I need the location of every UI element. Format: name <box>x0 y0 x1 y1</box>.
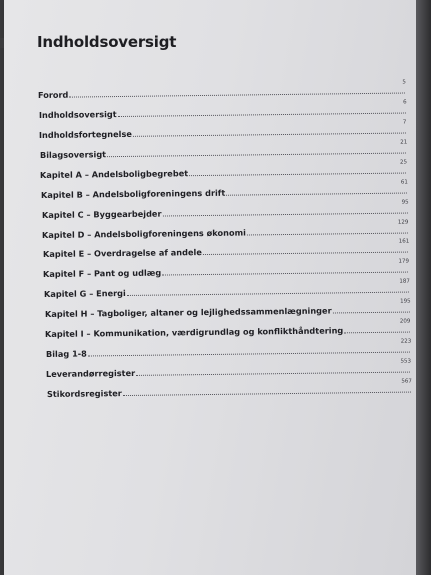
toc-leader <box>203 251 408 256</box>
toc-leader <box>88 351 411 357</box>
toc-entry-page: 179 <box>398 258 410 266</box>
toc-entry-title: Indholdsfortegnelse <box>39 128 133 140</box>
toc-entry-title: Kapitel H – Tagboliger, altaner og lejlighedssammenlægninger <box>44 305 332 320</box>
toc-entry-title: Kapitel G – Energi <box>43 288 126 300</box>
toc-leader <box>247 231 408 235</box>
toc-entry-title: Kapitel I – Kommunikation, værdigrundlag og konflikthåndtering <box>45 325 344 340</box>
toc-leader <box>162 211 407 216</box>
toc-entry[interactable] <box>39 139 408 160</box>
toc-entry-page: 95 <box>401 199 409 206</box>
toc-leader <box>123 391 411 397</box>
toc-entry[interactable] <box>45 338 412 360</box>
toc-entry[interactable] <box>44 298 411 320</box>
toc-entry[interactable] <box>45 318 411 340</box>
toc-leader <box>127 291 409 296</box>
toc-entry-page: 129 <box>398 219 409 226</box>
toc-entry-title: Bilag 1-8 <box>45 348 87 360</box>
toc-leader <box>344 331 409 334</box>
toc-entry-page: 209 <box>400 318 411 325</box>
toc-entry[interactable] <box>42 238 410 260</box>
toc-entry[interactable] <box>38 99 407 120</box>
toc-leader <box>190 171 407 176</box>
toc-entry-title: Stikordsregister <box>46 388 122 399</box>
toc-leader <box>107 151 406 157</box>
toc-leader <box>137 371 411 376</box>
toc-entry[interactable] <box>40 159 408 180</box>
toc-leader <box>117 111 405 117</box>
toc-entry-page: 161 <box>398 238 410 246</box>
toc-entry[interactable] <box>46 378 412 399</box>
toc-entry[interactable] <box>43 278 410 300</box>
toc-entry-page: 6 <box>402 99 407 106</box>
toc-entry-page: 223 <box>400 338 412 345</box>
toc-entry-page: 7 <box>403 119 407 126</box>
toc-entry-page: 25 <box>400 159 408 166</box>
toc-entry-title: Kapitel E – Overdragelse af andele <box>42 247 202 260</box>
toc-leader <box>133 131 406 136</box>
toc-entry-page: 195 <box>399 298 411 305</box>
page-title: Indholdsoversigt <box>37 33 177 51</box>
toc-entry[interactable] <box>46 358 412 380</box>
toc-entry-title: Kapitel B – Andelsboligforeningens drift <box>40 187 226 200</box>
toc-leader <box>226 191 407 195</box>
toc-entry[interactable] <box>37 79 406 100</box>
toc-entry-page: 61 <box>400 179 408 186</box>
toc-leader <box>69 92 405 98</box>
toc-entry[interactable] <box>41 199 409 220</box>
toc-leader <box>332 311 409 314</box>
toc-entry-title: Indholdsoversigt <box>38 108 117 120</box>
toc-entry-page: 187 <box>399 278 410 285</box>
toc-entry[interactable] <box>42 219 409 240</box>
toc-entry[interactable] <box>39 119 407 140</box>
toc-entry-title: Forord <box>37 89 69 100</box>
toc-entry-page: 567 <box>401 378 412 385</box>
toc-leader <box>163 271 409 276</box>
toc-entry-title: Kapitel C – Byggearbejder <box>41 208 162 220</box>
toc-entry-title: Kapitel D – Andelsboligforeningens økonomi <box>42 227 247 240</box>
toc-entry-page: 5 <box>402 79 406 86</box>
toc-entry-title: Kapitel A – Andelsboligbegrebet <box>40 167 189 180</box>
toc-entry-page: 21 <box>399 139 408 146</box>
toc-entry-title: Bilagsoversigt <box>39 148 106 160</box>
toc-entry-title: Kapitel F – Pant og udlæg <box>43 267 162 280</box>
toc-entry-page: 553 <box>400 358 412 365</box>
toc-entry-title: Leverandørregister <box>46 367 136 380</box>
toc-entry[interactable] <box>40 179 408 200</box>
toc-entry[interactable] <box>43 258 410 280</box>
